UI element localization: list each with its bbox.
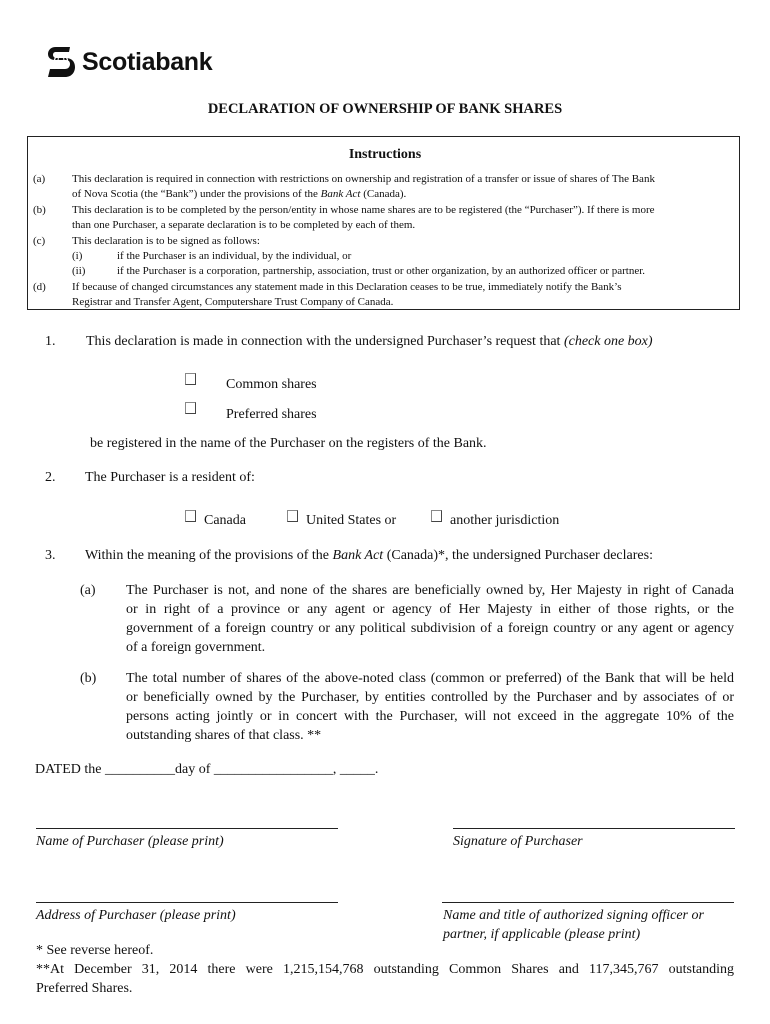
officer-label: Name and title of authorized signing officer or xyxy=(443,908,704,923)
purchaser-address-line[interactable] xyxy=(36,902,338,903)
section3-text: Within the meaning of the provisions of the Bank Act (Canada)*, the undersigned Purchaser declares: xyxy=(85,548,653,563)
clause-b-line: or beneficially owned by the Purchaser, by entities controlled by the Purchaser and by associates of or xyxy=(126,690,734,705)
instruction-label: (b) xyxy=(33,204,46,216)
canada-checkbox[interactable] xyxy=(185,510,196,522)
brand-name: Scotiabank xyxy=(82,47,213,76)
preferred-shares-label: Preferred shares xyxy=(226,407,317,422)
scotiabank-logo xyxy=(46,44,212,80)
section1-text: This declaration is made in connection with the undersigned Purchaser’s request that (check one box) xyxy=(86,334,653,349)
footnote-star: * See reverse hereof. xyxy=(36,943,154,958)
purchaser-name-label: Name of Purchaser (please print) xyxy=(36,834,224,849)
instruction-sub-label: (i) xyxy=(72,250,83,262)
canada-label: Canada xyxy=(204,513,246,528)
common-shares-label: Common shares xyxy=(226,377,317,392)
dated-line[interactable]: DATED the __________day of _________________, _____. xyxy=(35,762,379,777)
officer-label: partner, if applicable (please print) xyxy=(443,927,641,942)
preferred-shares-checkbox[interactable] xyxy=(185,402,196,414)
purchaser-name-line[interactable] xyxy=(36,828,338,829)
instruction-label: (a) xyxy=(33,173,46,185)
united-states-checkbox[interactable] xyxy=(287,510,298,522)
united-states-label: United States or xyxy=(306,513,397,528)
instruction-sub-text: if the Purchaser is an individual, by the individual, or xyxy=(117,250,352,262)
officer-name-line[interactable] xyxy=(442,902,734,903)
instruction-text: This declaration is required in connection with restrictions on ownership and registration of a transfer or issue of shares of The Bank xyxy=(72,173,655,185)
common-shares-checkbox[interactable] xyxy=(185,373,196,385)
instruction-label: (c) xyxy=(33,235,46,247)
section-number: 2. xyxy=(45,470,56,485)
clause-a-line: or in right of a province or any agent or agency of Her Majesty in either of those rights, or the xyxy=(126,602,734,617)
clause-a-line: government of a foreign country or any political subdivision of a foreign country or any agent or agency xyxy=(126,621,734,636)
signature-label: Signature of Purchaser xyxy=(453,834,583,849)
footnote-double-star: **At December 31, 2014 there were 1,215,154,768 outstanding Common Shares and 117,345,767 outstanding xyxy=(36,962,734,977)
scotiabank-s-globe-icon xyxy=(46,44,76,80)
section-number: 1. xyxy=(45,334,56,349)
instruction-sub-label: (ii) xyxy=(72,265,86,277)
instruction-text: This declaration is to be signed as follows: xyxy=(72,235,260,247)
instruction-text: Registrar and Transfer Agent, Computershare Trust Company of Canada. xyxy=(72,296,394,308)
purchaser-address-label: Address of Purchaser (please print) xyxy=(36,908,236,923)
clause-a-line: The Purchaser is not, and none of the shares are beneficially owned by, Her Majesty in right of Canada xyxy=(126,583,734,598)
clause-label: (b) xyxy=(80,671,97,686)
section2-text: The Purchaser is a resident of: xyxy=(85,470,255,485)
clause-a-line: of a foreign government. xyxy=(126,640,266,655)
document-title: DECLARATION OF OWNERSHIP OF BANK SHARES xyxy=(207,101,563,117)
other-jurisdiction-label: another jurisdiction xyxy=(450,513,560,528)
clause-b-line: persons acting jointly or in concert with the Purchaser, will not exceed in the aggregate 10% of the xyxy=(126,709,734,724)
clause-b-line: The total number of shares of the above-noted class (common or preferred) of the Bank that will be held xyxy=(126,671,734,686)
instruction-text: of Nova Scotia (the “Bank”) under the provisions of the Bank Act (Canada). xyxy=(72,188,407,200)
instructions-heading: Instructions xyxy=(348,147,422,162)
instruction-text: If because of changed circumstances any statement made in this Declaration ceases to be true, immediately notify the Bank’s xyxy=(72,281,622,293)
section1-after-text: be registered in the name of the Purchaser on the registers of the Bank. xyxy=(90,436,487,451)
section-number: 3. xyxy=(45,548,56,563)
instruction-label: (d) xyxy=(33,281,46,293)
instruction-text: than one Purchaser, a separate declaration is to be completed by each of them. xyxy=(72,219,416,231)
signature-line[interactable] xyxy=(453,828,735,829)
footnote-double-star-cont: Preferred Shares. xyxy=(36,981,133,996)
instruction-sub-text: if the Purchaser is a corporation, partnership, association, trust or other organization, by an authorized officer or partner. xyxy=(117,265,646,277)
clause-b-line: outstanding shares of that class. ** xyxy=(126,728,322,743)
other-jurisdiction-checkbox[interactable] xyxy=(431,510,442,522)
instruction-text: This declaration is to be completed by the person/entity in whose name shares are to be registered (the “Purchaser”). If there is more xyxy=(72,204,655,216)
clause-label: (a) xyxy=(80,583,96,598)
